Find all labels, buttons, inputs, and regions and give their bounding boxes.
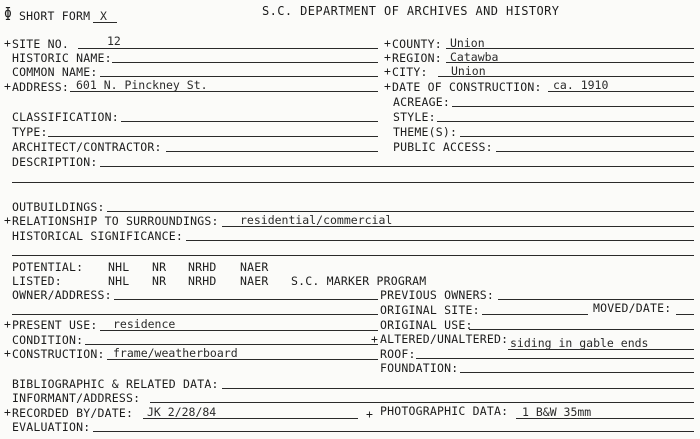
condition-line [85, 344, 378, 345]
informant-label: INFORMANT/ADDRESS: [12, 391, 141, 405]
relationship-line [222, 226, 694, 227]
previous-owners-label: PREVIOUS OWNERS: [380, 288, 494, 302]
site-no-label: SITE NO. [12, 37, 69, 51]
foundation-line [460, 372, 694, 373]
significance-label: HISTORICAL SIGNIFICANCE: [12, 229, 183, 243]
classification-line [121, 121, 378, 122]
common-name-label: COMMON NAME: [12, 65, 98, 79]
plus-site-no: + [4, 36, 12, 50]
potential-opt-nrhd: NRHD [188, 260, 217, 274]
plus-county: + [384, 36, 392, 50]
acreage-label: ACREAGE: [393, 95, 450, 109]
outbuildings-label: OUTBUILDINGS: [12, 200, 105, 214]
original-use-label: ORIGINAL USE: [380, 318, 473, 332]
original-use-line [469, 329, 694, 330]
photographic-value: 1 B&W 35mm [522, 405, 592, 419]
address-value: 601 N. Pinckney St. [76, 78, 208, 92]
construction-label: CONSTRUCTION: [12, 347, 105, 361]
region-value: Catawba [450, 50, 499, 64]
city-value: Union [451, 64, 486, 78]
altered-line [508, 349, 694, 350]
public-access-line [496, 151, 694, 152]
marker-program: S.C. MARKER PROGRAM [291, 274, 427, 288]
altered-value: siding in gable ends [510, 336, 649, 350]
city-label: CITY: [392, 65, 428, 79]
plus-altered: + [371, 332, 379, 346]
plus-construction: + [4, 346, 12, 360]
type-label: TYPE: [12, 125, 48, 139]
county-value: Union [450, 36, 485, 50]
region-label: REGION: [392, 51, 442, 65]
roof-label: ROOF: [380, 347, 416, 361]
form-mark: ɸ [4, 6, 13, 21]
common-name-line [100, 76, 378, 77]
plus-present-use: + [4, 317, 12, 331]
condition-label: CONDITION: [12, 333, 84, 347]
site-no-line [78, 48, 378, 49]
potential-opt-naer: NAER [240, 260, 269, 274]
date-construction-line [548, 91, 694, 92]
potential-label: POTENTIAL: [12, 260, 84, 274]
short-form-line [93, 22, 117, 23]
architect-line [166, 151, 378, 152]
original-site-line [482, 314, 588, 315]
site-no-value: 12 [107, 34, 121, 48]
classification-label: CLASSIFICATION: [12, 110, 119, 124]
listed-opt-naer: NAER [240, 274, 269, 288]
construction-line [107, 359, 378, 360]
roof-line [416, 358, 694, 359]
plus-region: + [384, 50, 392, 64]
present-use-value: residence [113, 317, 176, 331]
listed-opt-nhl: NHL [108, 274, 130, 288]
relationship-label: RELATIONSHIP TO SURROUNDINGS: [12, 214, 219, 228]
architect-label: ARCHITECT/CONTRACTOR: [12, 140, 162, 154]
bibliographic-label: BIBLIOGRAPHIC & RELATED DATA: [12, 377, 219, 391]
bibliographic-line [222, 388, 694, 389]
recorded-line [143, 418, 358, 419]
type-line [48, 136, 378, 137]
listed-opt-nr: NR [152, 274, 167, 288]
outbuildings-line [107, 211, 694, 212]
relationship-value: residential/commercial [240, 213, 393, 227]
owner-line-2 [12, 314, 378, 315]
address-line [70, 91, 378, 92]
significance-line-2 [12, 255, 694, 256]
short-form-value: X [100, 9, 107, 23]
moved-date-label: MOVED/DATE: [593, 301, 672, 315]
owner-label: OWNER/ADDRESS: [12, 288, 112, 302]
photographic-label: PHOTOGRAPHIC DATA: [380, 404, 509, 418]
themes-line [460, 136, 694, 137]
owner-line-1 [114, 299, 378, 300]
plus-recorded: + [4, 405, 12, 419]
significance-line-1 [186, 240, 694, 241]
recorded-label: RECORDED BY/DATE: [12, 406, 134, 420]
plus-city: + [384, 64, 392, 78]
public-access-label: PUBLIC ACCESS: [393, 140, 493, 154]
style-line [437, 121, 694, 122]
evaluation-label: EVALUATION: [12, 420, 91, 434]
evaluation-line [93, 431, 694, 432]
photographic-line [516, 418, 694, 419]
altered-label: ALTERED/UNALTERED: [380, 332, 509, 346]
acreage-line [452, 106, 694, 107]
construction-value: frame/weatherboard [113, 346, 238, 360]
address-label: ADDRESS: [12, 80, 69, 94]
county-label: COUNTY: [392, 37, 442, 51]
description-line-2 [12, 182, 694, 183]
present-use-label: PRESENT USE: [12, 318, 98, 332]
potential-opt-nhl: NHL [108, 260, 130, 274]
potential-opt-nr: NR [152, 260, 167, 274]
plus-date-construction: + [384, 79, 392, 93]
region-line [446, 62, 694, 63]
date-construction-value: ca. 1910 [553, 78, 609, 92]
historic-name-label: HISTORIC NAME: [12, 51, 112, 65]
foundation-label: FOUNDATION: [380, 361, 459, 375]
short-form-label: SHORT FORM [19, 9, 91, 23]
listed-opt-nrhd: NRHD [188, 274, 217, 288]
moved-date-line [676, 314, 694, 315]
description-label: DESCRIPTION: [12, 155, 98, 169]
description-line-1 [100, 166, 694, 167]
city-line [438, 76, 694, 77]
original-site-label: ORIGINAL SITE: [380, 303, 480, 317]
plus-photographic: + [366, 407, 374, 421]
present-use-line [100, 330, 378, 331]
historic-name-line [112, 62, 378, 63]
date-construction-label: DATE OF CONSTRUCTION: [392, 80, 542, 94]
informant-line [150, 402, 694, 403]
style-label: STYLE: [393, 110, 436, 124]
page-title: S.C. DEPARTMENT OF ARCHIVES AND HISTORY [262, 4, 560, 18]
county-line [446, 48, 694, 49]
previous-owners-line [498, 299, 694, 300]
plus-relationship: + [4, 213, 12, 227]
plus-address: + [4, 79, 12, 93]
recorded-value: JK 2/28/84 [147, 405, 217, 419]
listed-label: LISTED: [12, 274, 62, 288]
themes-label: THEME(S): [393, 125, 458, 139]
